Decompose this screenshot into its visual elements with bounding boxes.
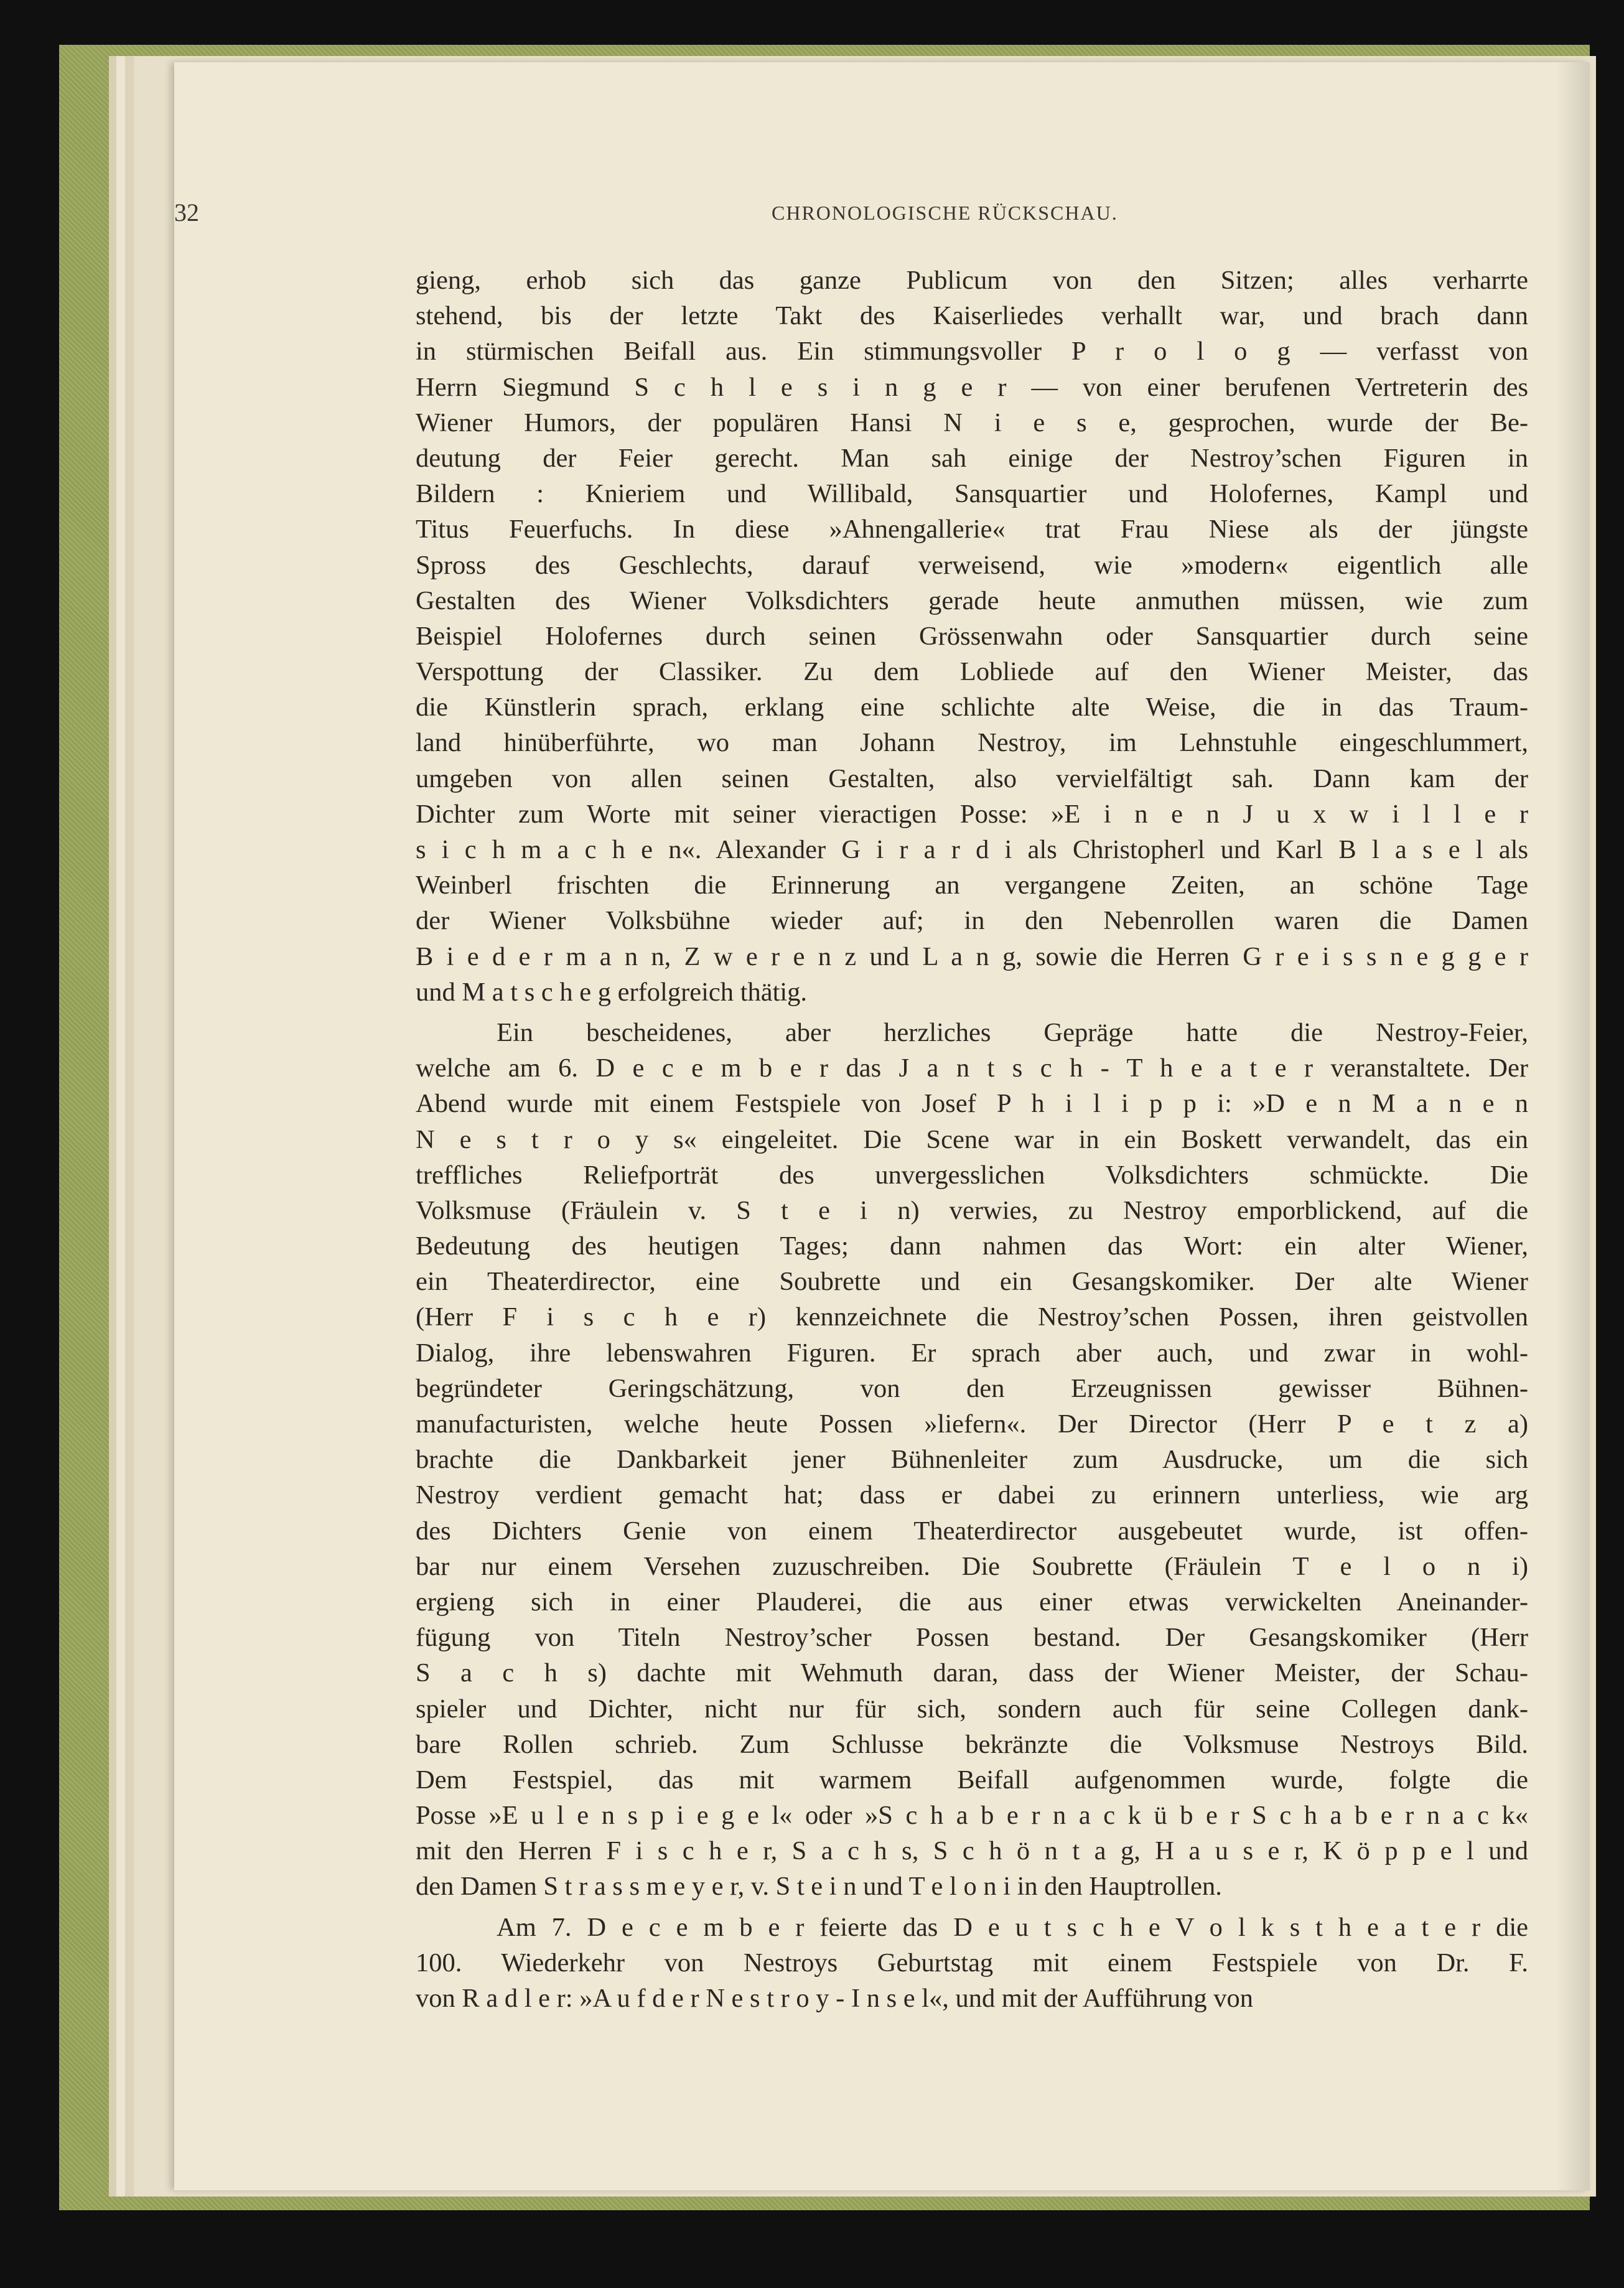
text-line: S a c h s) dachte mit Wehmuth daran, dass der Wiener Meister, der Schau- [416, 1658, 1528, 1688]
text-line: N e s t r o y s« eingeleitet. Die Scene war in ein Boskett verwandelt, das ein [416, 1124, 1528, 1154]
body-text [416, 263, 1528, 2016]
text-line: Posse »E u l e n s p i e g e l« oder »S c h a b e r n a c k ü b e r S c h a b e r n a c k« [416, 1801, 1528, 1831]
text-line: welche am 6. D e c e m b e r das J a n t s c h - T h e a t e r veranstaltete. Der [416, 1053, 1528, 1083]
text-line: deutung der Feier gerecht. Man sah einige der Nestroy’schen Figuren in [416, 443, 1528, 473]
text-line: des Dichters Genie von einem Theaterdirector ausgebeutet wurde, ist offen- [416, 1516, 1528, 1546]
text-line: Weinberl frischten die Erinnerung an vergangene Zeiten, an schöne Tage [416, 871, 1528, 900]
text-line: stehend, bis der letzte Takt des Kaiserliedes verhallt war, und brach dann [416, 301, 1528, 331]
text-line: Am 7. D e c e m b e r feierte das D e u t s c h e V o l k s t h e a t e r die [497, 1912, 1528, 1942]
text-line: brachte die Dankbarkeit jener Bühnenleiter zum Ausdrucke, um die sich [416, 1445, 1528, 1475]
page-gutter-shadow [1556, 62, 1590, 2190]
text-line: bar nur einem Versehen zuzuschreiben. Die Soubrette (Fräulein T e l o n i) [416, 1551, 1528, 1581]
text-line: manufacturisten, welche heute Possen »liefern«. Der Director (Herr P e t z a) [416, 1409, 1528, 1439]
text-line: Bedeutung des heutigen Tages; dann nahmen das Wort: ein alter Wiener, [416, 1231, 1528, 1261]
text-line: von R a d l e r: »A u f d e r N e s t r o y - I n s e l«, und mit der Aufführung von [416, 1984, 1254, 2013]
text-line: bare Rollen schrieb. Zum Schlusse bekränzte die Volksmuse Nestroys Bild. [416, 1729, 1528, 1759]
text-line: Ein bescheidenes, aber herzliches Gepräge hatte die Nestroy-Feier, [497, 1017, 1528, 1047]
text-line: Wiener Humors, der populären Hansi N i e s e, gesprochen, wurde der Be- [416, 408, 1528, 437]
text-line: treffliches Reliefporträt des unvergesslichen Volksdichters schmückte. Die [416, 1160, 1528, 1190]
text-line: in stürmischen Beifall aus. Ein stimmungsvoller P r o l o g — verfasst von [416, 337, 1528, 367]
text-line: fügung von Titeln Nestroy’scher Possen bestand. Der Gesangskomiker (Herr [416, 1623, 1528, 1653]
text-line: 100. Wiederkehr von Nestroys Geburtstag mit einem Festspiele von Dr. F. [416, 1948, 1528, 1977]
paragraph [416, 263, 1528, 1010]
text-line: gieng, erhob sich das ganze Publicum von den Sitzen; alles verharrte [416, 266, 1528, 295]
text-line: den Damen S t r a s s m e y e r, v. S t e i n und T e l o n i in den Hauptrollen. [416, 1872, 1222, 1902]
text-line: spieler und Dichter, nicht nur für sich, sondern auch für seine Collegen dank- [416, 1694, 1528, 1724]
text-line: ein Theaterdirector, eine Soubrette und ein Gesangskomiker. Der alte Wiener [416, 1267, 1528, 1297]
text-line: Dialog, ihre lebenswahren Figuren. Er sprach aber auch, und zwar in wohl- [416, 1338, 1528, 1368]
text-line: Titus Feuerfuchs. In diese »Ahnengallerie« trat Frau Niese als der jüngste [416, 515, 1528, 544]
text-line: Dichter zum Worte mit seiner vieractigen Posse: »E i n e n J u x w i l l e r [416, 799, 1528, 829]
page-number: 32 [174, 198, 199, 226]
running-head: CHRONOLOGISCHE RÜCKSCHAU. [772, 202, 1118, 224]
text-line: Nestroy verdient gemacht hat; dass er dabei zu erinnern unterliess, wie arg [416, 1480, 1528, 1510]
paragraph [416, 1015, 1528, 1905]
text-line: B i e d e r m a n n, Z w e r e n z und L a n g, sowie die Herren G r e i s s n e g g e r [416, 941, 1528, 971]
text-line: Abend wurde mit einem Festspiele von Josef P h i l i p p i: »D e n M a n e n [416, 1089, 1528, 1119]
text-line: mit den Herren F i s c h e r, S a c h s, S c h ö n t a g, H a u s e r, K ö p p e l und [416, 1836, 1528, 1866]
text-line: Spross des Geschlechts, darauf verweisend, wie »modern« eigentlich alle [416, 550, 1528, 580]
text-line: Verspottung der Classiker. Zu dem Lobliede auf den Wiener Meister, das [416, 657, 1528, 687]
text-line: Gestalten des Wiener Volksdichters gerade heute anmuthen müssen, wie zum [416, 586, 1528, 615]
text-line: (Herr F i s c h e r) kennzeichnete die Nestroy’schen Possen, ihren geistvollen [416, 1302, 1528, 1332]
text-line: s i c h m a c h e n«. Alexander G i r a r d i als Christopherl und Karl B l a s e l als [416, 835, 1528, 864]
text-line: Volksmuse (Fräulein v. S t e i n) verwies, zu Nestroy emporblickend, auf die [416, 1195, 1528, 1225]
text-line: ergieng sich in einer Plauderei, die aus einer etwas verwickelten Aneinander- [416, 1587, 1528, 1617]
text-line: Bildern : Knieriem und Willibald, Sansquartier und Holofernes, Kampl und [416, 479, 1528, 509]
text-line: umgeben von allen seinen Gestalten, also vervielfältigt sah. Dann kam der [416, 763, 1528, 793]
text-line: Herrn Siegmund S c h l e s i n g e r — von einer berufenen Vertreterin des [416, 372, 1528, 402]
text-line: Dem Festspiel, das mit warmem Beifall aufgenommen wurde, folgte die [416, 1765, 1528, 1795]
text-line: und M a t s c h e g erfolgreich thätig. [416, 977, 808, 1007]
text-line: die Künstlerin sprach, erklang eine schlichte alte Weise, die in das Traum- [416, 693, 1528, 722]
paragraph [416, 1910, 1528, 2017]
text-line: land hinüberführte, wo man Johann Nestroy, im Lehnstuhle eingeschlummert, [416, 728, 1528, 758]
text-line: Beispiel Holofernes durch seinen Grössenwahn oder Sansquartier durch seine [416, 621, 1528, 651]
text-line: der Wiener Volksbühne wieder auf; in den Nebenrollen waren die Damen [416, 906, 1528, 936]
text-line: begründeter Geringschätzung, von den Erzeugnissen gewisser Bühnen- [416, 1373, 1528, 1403]
